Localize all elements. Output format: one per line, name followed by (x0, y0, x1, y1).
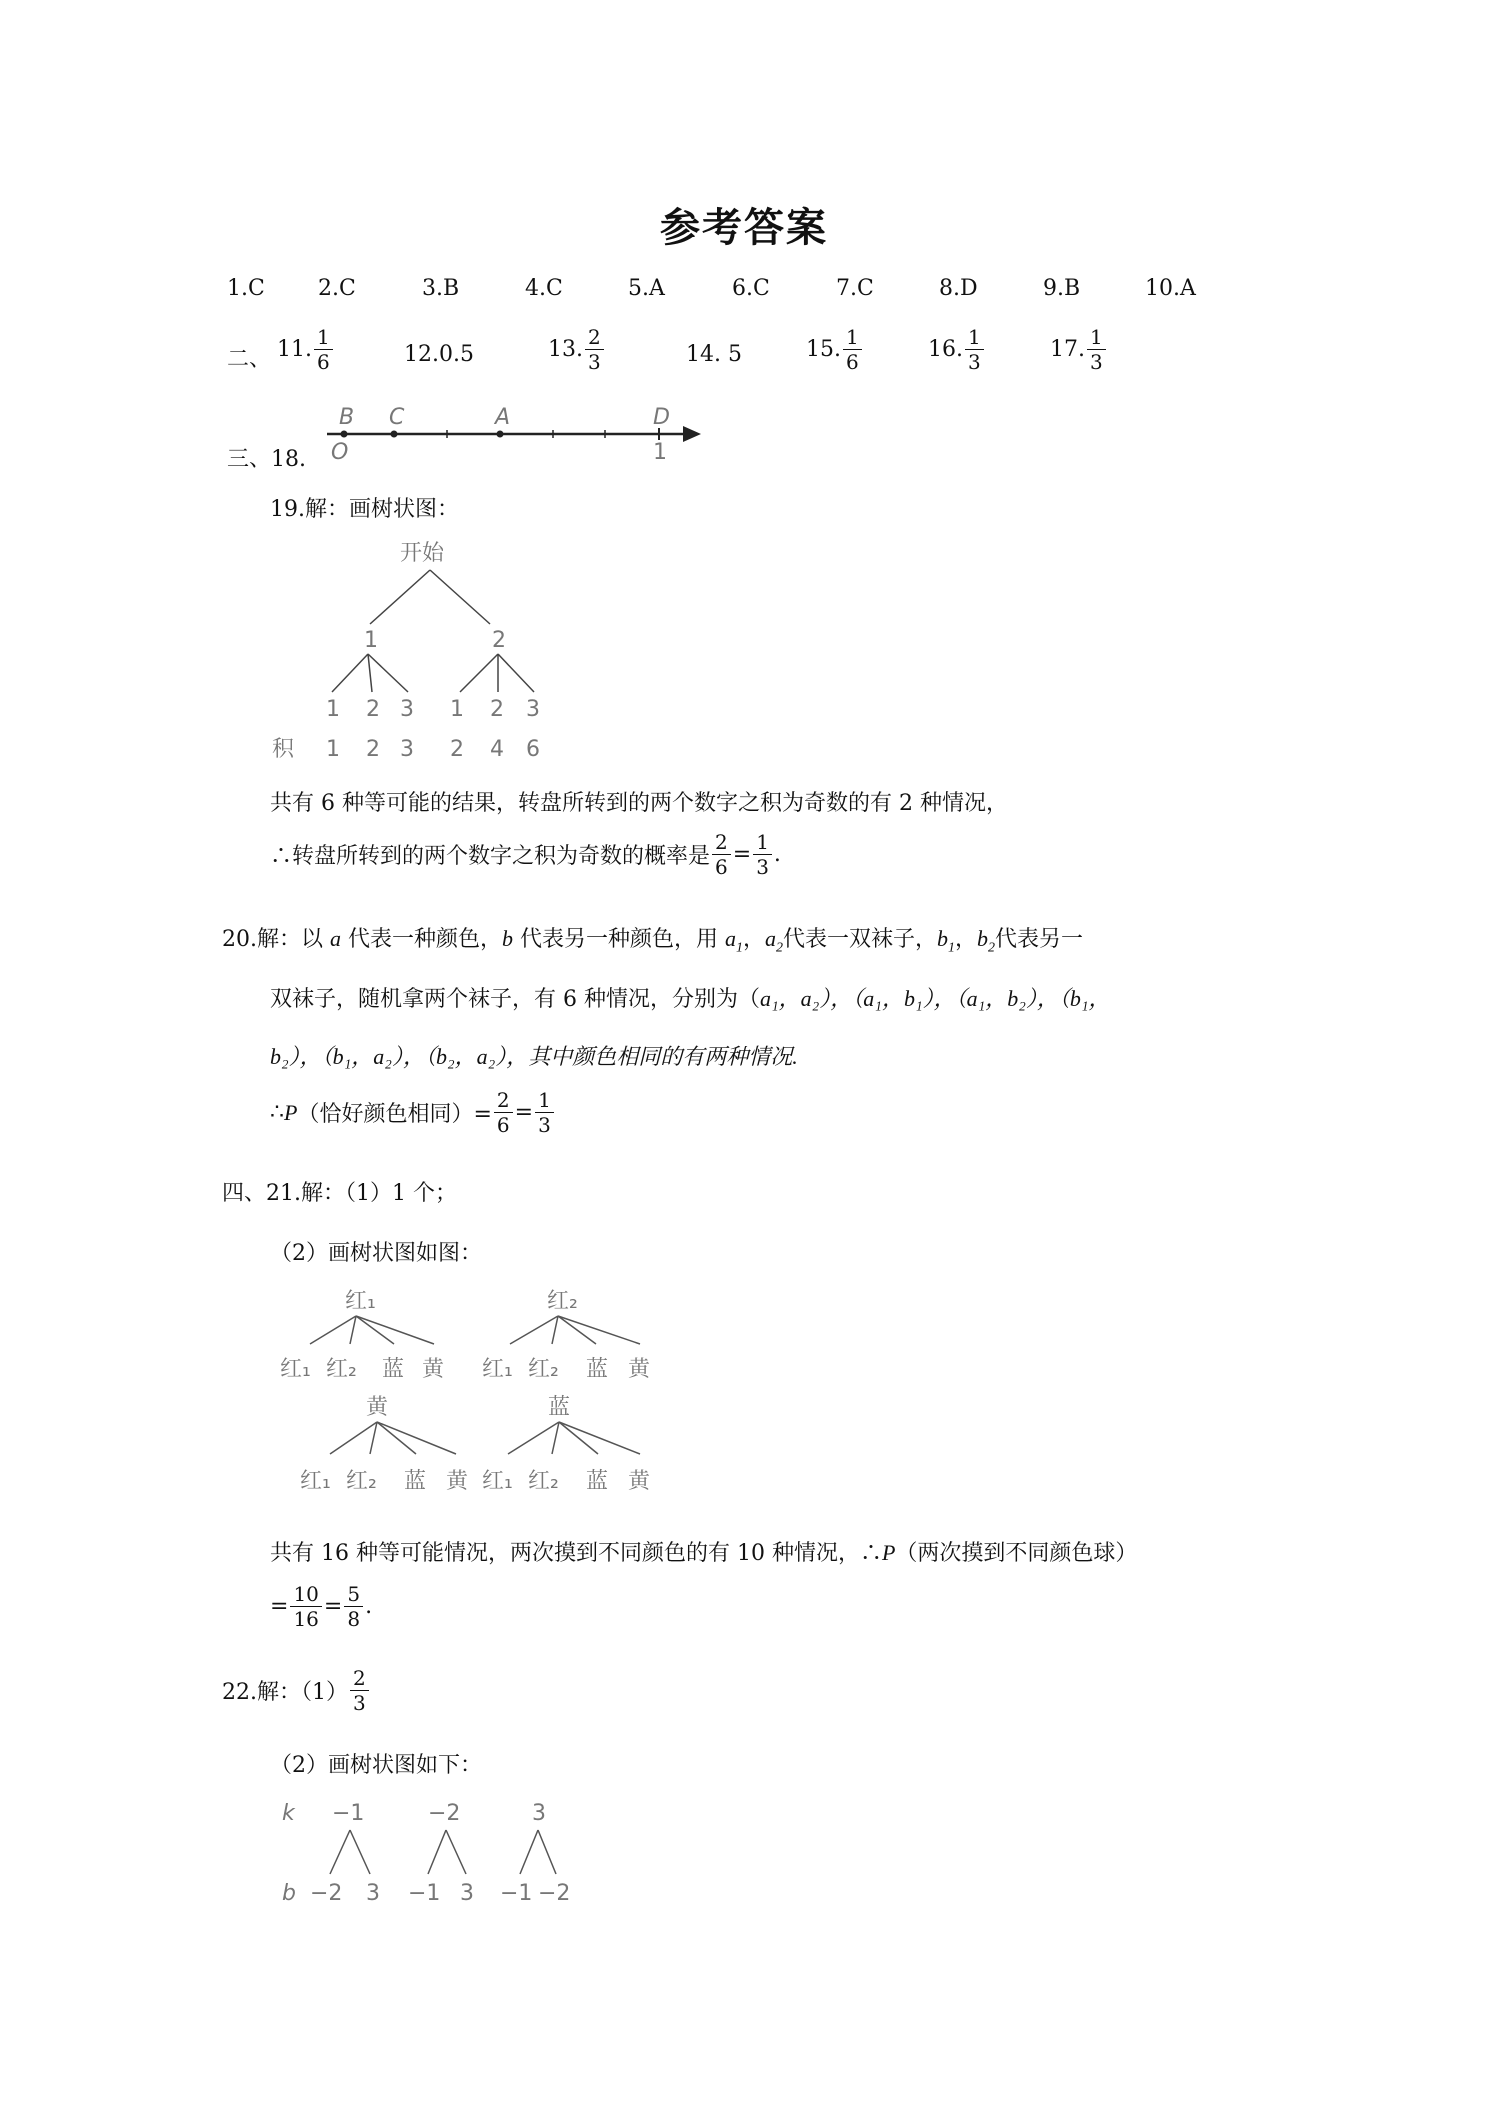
q20-line3: b₂），（b₁，a₂），（b₂，a₂），其中颜色相同的有两种情况. (270, 1044, 798, 1069)
row-label-k: k (282, 1801, 295, 1826)
tree-node: 1 (364, 628, 378, 653)
fraction-numerator: 2 (585, 325, 604, 350)
tree-leaf-b: −2 (538, 1881, 571, 1906)
tree-leaf: 红₂ (346, 1469, 377, 1494)
fraction (1087, 325, 1106, 374)
tree-root: 红₁ (345, 1289, 376, 1314)
q21-tree-diagram (270, 1282, 690, 1512)
tree-leaf: 蓝 (586, 1357, 609, 1382)
tree-leaf: 2 (490, 697, 504, 722)
tree-branch (552, 1422, 559, 1454)
fraction-numerator: 2 (712, 830, 731, 855)
fraction-denominator: 3 (353, 1691, 366, 1715)
text: 代表一种颜色， (340, 927, 502, 952)
fraction-numerator: 10 (290, 1582, 321, 1607)
q19-intro: 19.解：画树状图： (270, 497, 459, 522)
tree-leaf: 1 (326, 697, 340, 722)
tree-product: 2 (450, 737, 464, 762)
equals-sign: = (270, 1594, 289, 1619)
fraction-denominator: 6 (496, 1113, 510, 1137)
fraction-numerator: 1 (965, 325, 984, 350)
tree-product: 2 (366, 737, 380, 762)
fraction-denominator: 16 (293, 1607, 319, 1631)
fraction (843, 325, 862, 374)
fraction (350, 1666, 369, 1715)
var-a: a (329, 926, 341, 951)
point-a (497, 431, 504, 438)
tree-branch (498, 654, 534, 692)
equals-sign: = (732, 842, 752, 867)
text: 20.解：以 (222, 927, 330, 952)
label-one: 1 (653, 440, 667, 465)
label-b: B (339, 405, 355, 430)
probability-symbol: P (881, 1540, 896, 1565)
fill-answer-12: 12.0.5 (404, 342, 474, 367)
var-b: b (501, 926, 513, 951)
tree-root: 开始 (400, 541, 445, 566)
label-c: C (389, 405, 405, 430)
tree-leaf-b: −1 (500, 1881, 533, 1906)
tree-branch (377, 1422, 416, 1454)
fraction-denominator: 3 (968, 350, 981, 374)
fraction (753, 830, 772, 879)
tree-leaf-b: 3 (460, 1881, 474, 1906)
q20-line2 (270, 982, 1111, 1013)
answer-label: 11. (277, 337, 312, 362)
tree-leaf: 蓝 (586, 1469, 609, 1494)
tree-leaf: 3 (400, 697, 414, 722)
tree-leaf: 1 (450, 697, 464, 722)
tree-branch (510, 1316, 558, 1344)
fraction-numerator: 5 (344, 1582, 363, 1607)
mc-answer: 7.C (836, 276, 874, 301)
tree-branch (508, 1422, 559, 1454)
answer-label: 17. (1050, 337, 1085, 362)
tree-leaf: 红₂ (326, 1357, 357, 1382)
tree-root: 红₂ (547, 1289, 578, 1314)
tree-branch (350, 1830, 370, 1874)
q21-text1 (270, 1536, 1137, 1567)
tree-branch (558, 1316, 596, 1344)
fill-answer-17 (1050, 325, 1108, 374)
mc-answer: 5.A (628, 276, 665, 301)
pair-list: a₁，a₂），（a₁，b₁），（a₁，b₂），（b₁， (760, 986, 1111, 1011)
tree-product: 3 (400, 737, 414, 762)
mc-answer: 9.B (1043, 276, 1081, 301)
tree-branch (330, 1422, 377, 1454)
fraction (712, 830, 731, 879)
fraction (965, 325, 984, 374)
var-a1: $a_1$ (724, 926, 743, 956)
var-b2: $b_2$ (977, 926, 996, 956)
fraction-denominator: 6 (317, 350, 330, 374)
answer-label: 13. (548, 337, 583, 362)
tree-branch (446, 1830, 466, 1874)
tree-leaf: 2 (366, 697, 380, 722)
tree-branch (428, 1830, 446, 1874)
q22-part1 (222, 1666, 371, 1715)
tree-branch (558, 1316, 640, 1344)
q22-line2: （2）画树状图如下： (270, 1753, 482, 1778)
answer-label: 15. (806, 337, 841, 362)
text: 代表一双袜子， (783, 927, 938, 952)
mc-answer: 8.D (939, 276, 978, 301)
tree-branch (332, 654, 368, 692)
tree-branch (350, 1316, 356, 1344)
tree-product: 1 (326, 737, 340, 762)
text: （两次摸到不同颜色球） (895, 1541, 1138, 1566)
mc-answer: 6.C (732, 276, 770, 301)
fraction-denominator: 3 (1090, 350, 1103, 374)
fraction (314, 325, 333, 374)
tree-node-k: −2 (428, 1801, 461, 1826)
label-a: A (495, 405, 511, 430)
mc-answer: 2.C (318, 276, 356, 301)
tree-leaf: 红₁ (482, 1357, 513, 1382)
fraction (585, 325, 604, 374)
point-o (341, 431, 348, 438)
tree-product: 6 (526, 737, 540, 762)
equals-sign: = (514, 1100, 534, 1125)
fraction-denominator: 3 (538, 1113, 551, 1137)
q19-tree-diagram (270, 534, 570, 764)
q19-conclusion (270, 830, 781, 879)
fill-answer-14: 14. 5 (686, 342, 742, 367)
period: . (773, 842, 781, 867)
tree-node-k: −1 (332, 1801, 365, 1826)
tree-leaf-b: −1 (408, 1881, 441, 1906)
q20-conclusion (270, 1088, 556, 1137)
therefore-sign: ∴ (270, 1100, 284, 1125)
tree-leaf: 3 (526, 697, 540, 722)
tree-row-label: 积 (272, 737, 295, 762)
fraction-numerator: 2 (350, 1666, 369, 1691)
answer-label: 16. (928, 337, 963, 362)
tree-leaf: 黄 (446, 1469, 469, 1494)
tree-branch (356, 1316, 394, 1344)
tree-leaf: 红₂ (528, 1357, 559, 1382)
fraction-numerator: 2 (494, 1088, 513, 1113)
tree-node-k: 3 (532, 1801, 546, 1826)
fraction-numerator: 1 (314, 325, 333, 350)
mc-answer: 10.A (1145, 276, 1196, 301)
tree-branch (520, 1830, 538, 1874)
fraction-numerator: 1 (753, 830, 772, 855)
section-prefix: 二、 (227, 347, 272, 372)
fraction (494, 1088, 513, 1137)
text: 代表另一种颜色，用 (512, 927, 725, 952)
text: 双袜子，随机拿两个袜子，有 6 种情况，分别为（ (270, 987, 760, 1012)
tree-branch (368, 654, 372, 692)
row-label-b: b (282, 1881, 296, 1906)
tree-branch (559, 1422, 598, 1454)
text: ， (742, 927, 765, 952)
page-title: 参考答案 (660, 205, 828, 251)
tree-branch (552, 1316, 558, 1344)
tree-leaf: 蓝 (404, 1469, 427, 1494)
var-b1: $b_1$ (937, 926, 956, 956)
fill-answer-15 (806, 325, 864, 374)
fraction-denominator: 6 (846, 350, 859, 374)
tree-branch (559, 1422, 640, 1454)
tree-branch (538, 1830, 556, 1874)
tree-product: 4 (490, 737, 504, 762)
fraction-numerator: 1 (535, 1088, 554, 1113)
fraction-denominator: 3 (756, 855, 769, 879)
arrow-head (683, 426, 701, 442)
tree-leaf: 红₂ (528, 1469, 559, 1494)
tree-branch (460, 654, 498, 692)
tree-root: 黄 (366, 1395, 389, 1420)
text: 22.解：（1） (222, 1680, 348, 1705)
tree-branch (368, 654, 408, 692)
tree-root: 蓝 (548, 1395, 571, 1420)
label-d: D (653, 405, 670, 430)
fill-answer-16 (928, 325, 986, 374)
tree-leaf: 红₁ (280, 1357, 311, 1382)
tree-branch (430, 570, 490, 624)
fraction-denominator: 6 (715, 855, 728, 879)
tree-node: 2 (492, 628, 506, 653)
tree-leaf-b: −2 (310, 1881, 343, 1906)
q21-result (270, 1582, 372, 1631)
text: 共有 16 种等可能情况，两次摸到不同颜色的有 10 种情况，∴ (270, 1541, 882, 1566)
equals-sign: = (323, 1594, 343, 1619)
var-a2: $a_2$ (765, 926, 783, 956)
tree-leaf: 黄 (628, 1469, 651, 1494)
mc-answer: 4.C (525, 276, 563, 301)
q19-text1: 共有 6 种等可能的结果，转盘所转到的两个数字之积为奇数的有 2 种情况， (270, 791, 1008, 816)
text: （恰好颜色相同）= (297, 1102, 492, 1127)
point-c (391, 431, 398, 438)
fraction (535, 1088, 554, 1137)
q20-line1 (222, 922, 1083, 956)
fraction-denominator: 3 (588, 350, 601, 374)
q21-line1: 四、21.解：（1）1 个； (222, 1181, 457, 1206)
tree-leaf: 红₁ (482, 1469, 513, 1494)
number-line-figure (325, 404, 705, 468)
fill-answer-11 (277, 325, 335, 374)
q19-text2: ∴转盘所转到的两个数字之积为奇数的概率是 (270, 844, 711, 869)
probability-symbol: P (284, 1099, 298, 1125)
fraction-numerator: 1 (1087, 325, 1106, 350)
fraction (290, 1582, 321, 1631)
tree-leaf: 蓝 (382, 1357, 405, 1382)
label-o: O (331, 440, 349, 465)
tree-leaf: 黄 (628, 1357, 651, 1382)
tree-branch (356, 1316, 434, 1344)
q22-tree-diagram (270, 1790, 590, 1920)
mc-answer: 3.B (422, 276, 460, 301)
q21-line2: （2）画树状图如图： (270, 1241, 482, 1266)
mc-answer: 1.C (227, 276, 265, 301)
tree-leaf: 黄 (422, 1357, 445, 1382)
tree-branch (330, 1830, 350, 1874)
text: 代表另一 (995, 927, 1084, 952)
tree-leaf: 红₁ (300, 1469, 331, 1494)
tree-branch (310, 1316, 356, 1344)
fraction-numerator: 1 (843, 325, 862, 350)
section3-label: 三、18. (227, 447, 306, 472)
period: . (365, 1594, 373, 1619)
tree-leaf-b: 3 (366, 1881, 380, 1906)
fraction (344, 1582, 363, 1631)
tree-branch (370, 570, 430, 624)
fill-answer-13 (548, 325, 606, 374)
tree-branch (377, 1422, 456, 1454)
fraction-denominator: 8 (347, 1607, 361, 1631)
text: ， (955, 927, 978, 952)
